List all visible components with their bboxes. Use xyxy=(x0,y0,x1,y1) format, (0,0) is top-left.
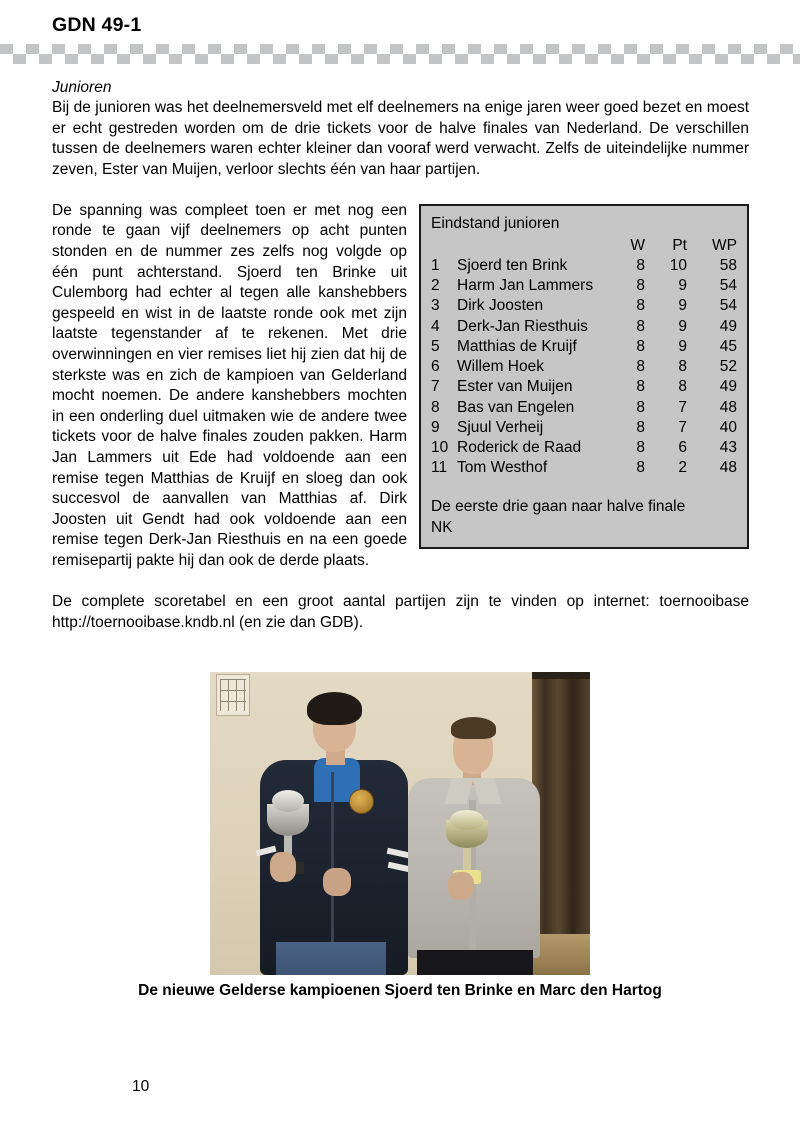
row-wp: 58 xyxy=(719,257,737,275)
row-wp: 49 xyxy=(719,317,737,335)
row-name: Matthias de Kruijf xyxy=(457,337,577,355)
row-wp: 43 xyxy=(719,438,737,456)
checker-row-bottom xyxy=(0,54,800,64)
row-pt: 8 xyxy=(678,358,687,376)
table-row xyxy=(431,317,737,337)
table-row xyxy=(431,256,737,276)
row-rank: 1 xyxy=(431,257,440,275)
standings-note-continuation: NK xyxy=(431,518,453,536)
row-name: Roderick de Raad xyxy=(457,438,582,456)
row-pt: 8 xyxy=(678,378,687,396)
photo-person-left-hair xyxy=(307,692,362,725)
photo-floor xyxy=(532,934,590,975)
row-pt: 9 xyxy=(678,277,687,295)
row-w: 8 xyxy=(636,257,645,275)
standings-note: De eerste drie gaan naar halve finale xyxy=(431,498,686,516)
row-rank: 9 xyxy=(431,418,440,436)
row-wp: 54 xyxy=(719,277,737,295)
row-w: 8 xyxy=(636,418,645,436)
photo-person-right-trousers xyxy=(417,950,533,975)
standings-table-head xyxy=(431,236,737,256)
photo-person-right-hair xyxy=(451,717,496,739)
row-pt: 9 xyxy=(678,337,687,355)
column-header-wp: WP xyxy=(712,236,737,254)
row-w: 8 xyxy=(636,438,645,456)
photo-person-left-hand xyxy=(270,852,296,882)
row-pt: 6 xyxy=(678,438,687,456)
section-subheading: Junioren xyxy=(52,79,112,96)
table-row xyxy=(431,458,737,478)
row-pt: 9 xyxy=(678,297,687,315)
row-w: 8 xyxy=(636,297,645,315)
table-row xyxy=(431,296,737,316)
row-rank: 4 xyxy=(431,317,440,335)
row-rank: 7 xyxy=(431,378,440,396)
row-pt: 7 xyxy=(678,418,687,436)
photo-caption: De nieuwe Gelderse kampioenen Sjoerd ten Brinke en Marc den Hartog xyxy=(138,982,662,999)
column-header-rank xyxy=(431,236,457,256)
standings-box-title: Eindstand junioren xyxy=(431,214,560,232)
row-name: Derk-Jan Riesthuis xyxy=(457,317,588,335)
row-w: 8 xyxy=(636,277,645,295)
article-paragraph-2: De spanning was compleet toen er met nog een ronde te gaan vijf deelnemers op acht punten stonden en de nummer zes zelfs nog volgde op één punt achterstand. Sjoerd ten Brinke uit Culemborg had echter al tegen alle kanshebbers gespeeld en wist in de laatste ronde ook met zijn laatste tegenstander af te rekenen. Met drie overwinningen en vier remises liet hij zien dat hij de sterkste was en zich de kampioen van Gelderland mocht noemen. De andere kanshebbers mochten in een onderling duel uitmaken wie de andere twee tickets voor de halve finales zouden pakken. Harm Jan Lammers uit Ede had voldoende aan een remise tegen Matthias de Kruijf en sloeg dan ook succesvol de aanvallen van Matthias af. Dirk Joosten uit Gendt had ook voldoende aan een remise tegen Derk-Jan Riesthuis en na een goede remisepartij pakte hij dan ook de derde plaats. xyxy=(52,201,407,569)
row-wp: 48 xyxy=(719,459,737,477)
row-w: 8 xyxy=(636,317,645,335)
row-wp: 40 xyxy=(719,418,737,436)
table-row xyxy=(431,276,737,296)
page-header xyxy=(0,0,800,68)
row-rank: 2 xyxy=(431,277,440,295)
standings-box xyxy=(419,204,749,549)
row-name: Dirk Joosten xyxy=(457,297,544,315)
photo-person-left-jeans xyxy=(276,942,386,975)
article-paragraph-3: De complete scoretabel en een groot aantal partijen zijn te vinden op internet: toernooibase http://toernooibase.kndb.nl (en zie dan GDB). xyxy=(52,593,749,631)
row-wp: 54 xyxy=(719,297,737,315)
row-rank: 6 xyxy=(431,358,440,376)
standings-header-row xyxy=(431,236,737,256)
row-name: Willem Hoek xyxy=(457,358,544,376)
row-rank: 10 xyxy=(431,438,449,456)
row-rank: 5 xyxy=(431,337,440,355)
publication-title: GDN 49-1 xyxy=(52,14,142,36)
text-with-floating-box xyxy=(52,201,749,633)
column-header-w: W xyxy=(630,236,645,254)
photo-figure xyxy=(210,672,590,975)
row-wp: 52 xyxy=(719,358,737,376)
table-row xyxy=(431,418,737,438)
row-pt: 9 xyxy=(678,317,687,335)
table-row xyxy=(431,438,737,458)
row-rank: 8 xyxy=(431,398,440,416)
table-row xyxy=(431,357,737,377)
article-paragraph-1: Bij de junioren was het deelnemersveld met elf deelnemers na enige jaren weer goed bezet en moest er echt gestreden worden om de drie tickets voor de halve finales van Nederland. De verschillen tussen de deelnemers waren echter kleiner dan vooraf werd verwacht. Zelfs de uiteindelijke nummer zeven, Ester van Muijen, verloor slechts één van haar partijen. xyxy=(52,99,749,178)
page-number: 10 xyxy=(132,1078,150,1095)
row-w: 8 xyxy=(636,358,645,376)
row-wp: 45 xyxy=(719,337,737,355)
row-name: Harm Jan Lammers xyxy=(457,277,594,295)
standings-table xyxy=(431,236,737,478)
photo-person-left-hand xyxy=(323,868,351,896)
photo-wall-notice xyxy=(216,674,250,716)
paragraph-spacer xyxy=(52,180,749,201)
row-pt: 10 xyxy=(669,257,687,275)
row-wp: 49 xyxy=(719,378,737,396)
row-pt: 2 xyxy=(678,459,687,477)
row-w: 8 xyxy=(636,459,645,477)
table-row xyxy=(431,377,737,397)
table-row xyxy=(431,398,737,418)
photo-curtain-rod xyxy=(532,672,590,679)
row-pt: 7 xyxy=(678,398,687,416)
photo-trophy-left-lid xyxy=(272,790,304,812)
checker-row-top xyxy=(0,44,800,54)
column-header-pt: Pt xyxy=(672,236,687,254)
photo-curtain xyxy=(532,672,590,934)
row-name: Sjoerd ten Brink xyxy=(457,257,568,275)
row-rank: 3 xyxy=(431,297,440,315)
row-name: Sjuul Verheij xyxy=(457,418,544,436)
row-rank: 11 xyxy=(431,459,448,477)
photo-person-right-hand xyxy=(448,872,474,900)
paragraph-spacer xyxy=(52,572,749,593)
row-name: Ester van Muijen xyxy=(457,378,573,396)
article-content xyxy=(52,78,749,633)
photo-person-left-badge xyxy=(349,789,374,814)
row-wp: 48 xyxy=(719,398,737,416)
photo-trophy-right-lid xyxy=(450,810,484,830)
row-w: 8 xyxy=(636,378,645,396)
row-name: Bas van Engelen xyxy=(457,398,575,416)
table-row xyxy=(431,337,737,357)
championship-photo xyxy=(210,672,590,975)
standings-table-body xyxy=(431,256,737,478)
checkered-divider xyxy=(0,44,800,64)
row-name: Tom Westhof xyxy=(457,459,548,477)
column-header-name xyxy=(457,236,611,256)
photo-person-left-zipper xyxy=(331,772,334,952)
row-w: 8 xyxy=(636,398,645,416)
row-w: 8 xyxy=(636,337,645,355)
